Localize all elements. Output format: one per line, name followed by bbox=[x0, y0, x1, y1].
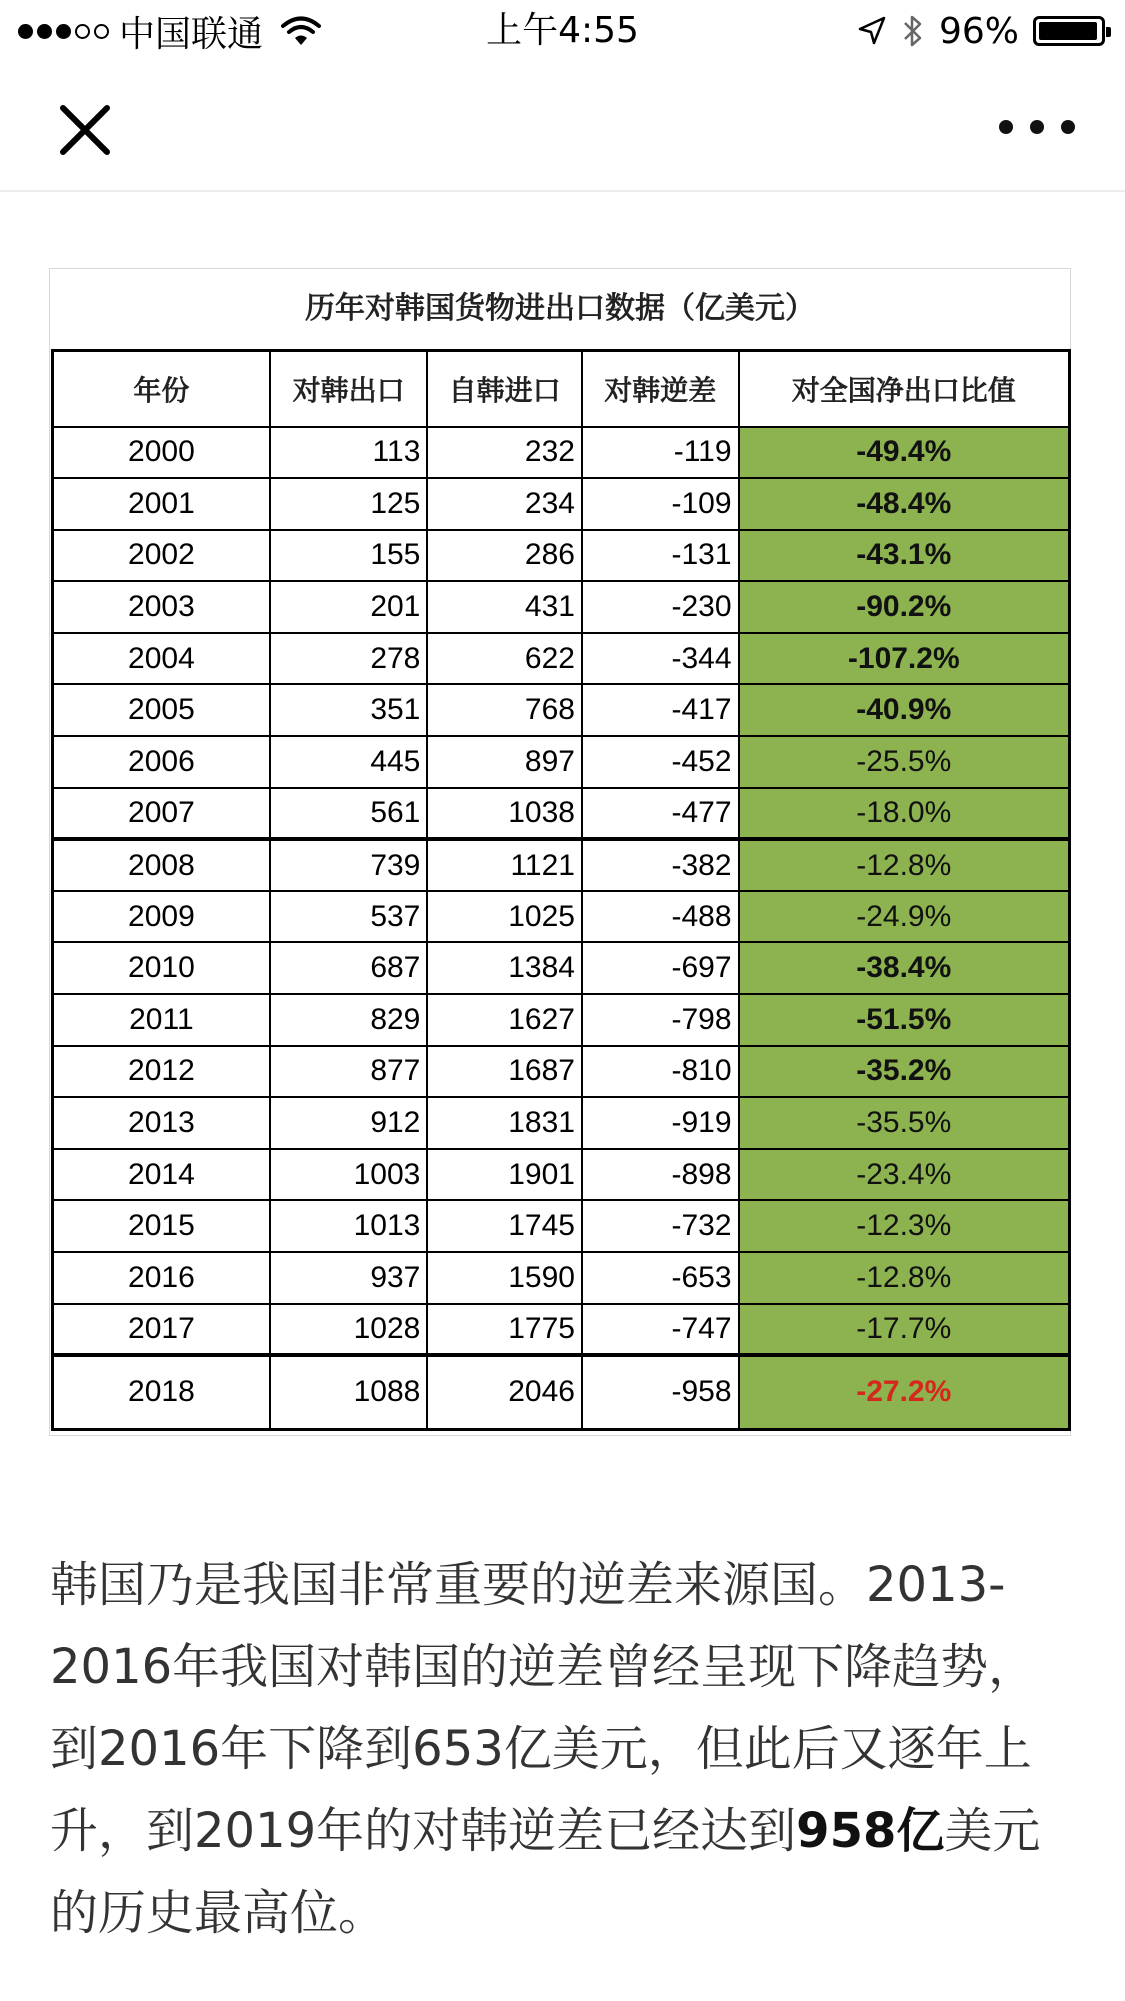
status-bar bbox=[0, 0, 1125, 62]
cell-ratio: -38.4% bbox=[739, 942, 1070, 994]
cell-year: 2015 bbox=[53, 1200, 270, 1252]
cell-year: 2008 bbox=[53, 839, 270, 891]
cell-import: 232 bbox=[427, 427, 582, 479]
cell-import: 768 bbox=[427, 684, 582, 736]
cell-ratio: -12.8% bbox=[739, 1252, 1070, 1304]
bluetooth-icon bbox=[901, 13, 925, 49]
cell-deficit: -230 bbox=[582, 581, 739, 633]
signal-strength-icon bbox=[18, 24, 109, 39]
cell-import: 1590 bbox=[427, 1252, 582, 1304]
table-row bbox=[53, 478, 1070, 530]
trade-table-image bbox=[49, 268, 1071, 1436]
cell-export: 1013 bbox=[270, 1200, 428, 1252]
cell-deficit: -919 bbox=[582, 1097, 739, 1149]
cell-year: 2014 bbox=[53, 1149, 270, 1201]
cell-import: 1384 bbox=[427, 942, 582, 994]
table-row bbox=[53, 427, 1070, 479]
cell-deficit: -131 bbox=[582, 530, 739, 582]
article-bold-text: 958亿 bbox=[796, 1803, 945, 1859]
table-row bbox=[53, 1200, 1070, 1252]
cell-deficit: -417 bbox=[582, 684, 739, 736]
cell-year: 2003 bbox=[53, 581, 270, 633]
article-text-end: 美元的历史最高位。 bbox=[50, 1803, 1041, 1941]
cell-deficit: -898 bbox=[582, 1149, 739, 1201]
signal-dot bbox=[37, 24, 52, 39]
header-year: 年份 bbox=[53, 351, 270, 427]
table-row bbox=[53, 581, 1070, 633]
more-dot bbox=[999, 120, 1013, 134]
cell-export: 125 bbox=[270, 478, 428, 530]
signal-dot bbox=[18, 24, 33, 39]
battery-percent: 96% bbox=[938, 10, 1019, 52]
cell-export: 937 bbox=[270, 1252, 428, 1304]
cell-deficit: -452 bbox=[582, 736, 739, 788]
table-row bbox=[53, 1149, 1070, 1201]
article-paragraph bbox=[50, 1544, 1080, 1954]
cell-import: 2046 bbox=[427, 1355, 582, 1429]
cell-deficit: -798 bbox=[582, 994, 739, 1046]
nav-bar bbox=[0, 62, 1125, 192]
cell-import: 1687 bbox=[427, 1046, 582, 1098]
cell-year: 2010 bbox=[53, 942, 270, 994]
close-icon[interactable] bbox=[55, 100, 115, 160]
cell-deficit: -810 bbox=[582, 1046, 739, 1098]
cell-import: 234 bbox=[427, 478, 582, 530]
header-export: 对韩出口 bbox=[270, 351, 428, 427]
cell-year: 2012 bbox=[53, 1046, 270, 1098]
cell-ratio: -24.9% bbox=[739, 891, 1070, 943]
cell-deficit: -653 bbox=[582, 1252, 739, 1304]
table-row bbox=[53, 633, 1070, 685]
more-icon[interactable] bbox=[999, 112, 1075, 142]
table-row bbox=[53, 839, 1070, 891]
cell-deficit: -477 bbox=[582, 788, 739, 840]
cell-year: 2009 bbox=[53, 891, 270, 943]
header-ratio: 对全国净出口比值 bbox=[739, 351, 1070, 427]
cell-ratio: -12.8% bbox=[739, 839, 1070, 891]
cell-export: 351 bbox=[270, 684, 428, 736]
status-right bbox=[857, 6, 1105, 56]
cell-ratio: -35.2% bbox=[739, 1046, 1070, 1098]
cell-import: 1745 bbox=[427, 1200, 582, 1252]
cell-export: 829 bbox=[270, 994, 428, 1046]
table-body bbox=[53, 427, 1070, 1430]
table-row bbox=[53, 1097, 1070, 1149]
cell-deficit: -119 bbox=[582, 427, 739, 479]
cell-ratio: -107.2% bbox=[739, 633, 1070, 685]
cell-import: 897 bbox=[427, 736, 582, 788]
cell-year: 2017 bbox=[53, 1304, 270, 1356]
battery-tip bbox=[1106, 27, 1111, 37]
battery-icon bbox=[1033, 16, 1105, 46]
status-left bbox=[18, 6, 321, 56]
cell-ratio: -48.4% bbox=[739, 478, 1070, 530]
cell-ratio: -17.7% bbox=[739, 1304, 1070, 1356]
more-dot bbox=[1061, 120, 1075, 134]
cell-deficit: -747 bbox=[582, 1304, 739, 1356]
trade-data-table bbox=[51, 349, 1071, 1431]
cell-export: 113 bbox=[270, 427, 428, 479]
table-row bbox=[53, 942, 1070, 994]
table-row bbox=[53, 1304, 1070, 1356]
cell-ratio: -35.5% bbox=[739, 1097, 1070, 1149]
cell-ratio: -25.5% bbox=[739, 736, 1070, 788]
cell-ratio: -27.2% bbox=[739, 1355, 1070, 1429]
cell-import: 1025 bbox=[427, 891, 582, 943]
cell-export: 1028 bbox=[270, 1304, 428, 1356]
cell-export: 739 bbox=[270, 839, 428, 891]
article-text: 韩国乃是我国非常重要的逆差来源国。2013-2016年我国对韩国的逆差曾经呈现下降趋势，到2016年下降到653亿美元，但此后又逐年上升，到2019年的对韩逆差已经达到 bbox=[50, 1557, 1037, 1859]
cell-import: 1901 bbox=[427, 1149, 582, 1201]
cell-year: 2011 bbox=[53, 994, 270, 1046]
cell-ratio: -51.5% bbox=[739, 994, 1070, 1046]
cell-year: 2018 bbox=[53, 1355, 270, 1429]
table-header-row bbox=[53, 351, 1070, 427]
carrier-name: 中国联通 bbox=[119, 13, 264, 55]
cell-deficit: -382 bbox=[582, 839, 739, 891]
table-row bbox=[53, 1046, 1070, 1098]
cell-export: 155 bbox=[270, 530, 428, 582]
cell-deficit: -958 bbox=[582, 1355, 739, 1429]
status-time: 上午4:55 bbox=[486, 10, 639, 51]
signal-dot bbox=[94, 24, 109, 39]
cell-export: 537 bbox=[270, 891, 428, 943]
cell-import: 1038 bbox=[427, 788, 582, 840]
cell-export: 445 bbox=[270, 736, 428, 788]
wifi-icon bbox=[281, 15, 321, 47]
cell-export: 561 bbox=[270, 788, 428, 840]
header-deficit: 对韩逆差 bbox=[582, 351, 739, 427]
cell-year: 2006 bbox=[53, 736, 270, 788]
cell-year: 2002 bbox=[53, 530, 270, 582]
cell-deficit: -697 bbox=[582, 942, 739, 994]
cell-export: 877 bbox=[270, 1046, 428, 1098]
battery-level bbox=[1039, 22, 1097, 40]
cell-export: 912 bbox=[270, 1097, 428, 1149]
cell-ratio: -18.0% bbox=[739, 788, 1070, 840]
location-arrow-icon bbox=[857, 15, 887, 47]
table-row bbox=[53, 788, 1070, 840]
cell-year: 2004 bbox=[53, 633, 270, 685]
cell-import: 431 bbox=[427, 581, 582, 633]
header-import: 自韩进口 bbox=[427, 351, 582, 427]
cell-ratio: -90.2% bbox=[739, 581, 1070, 633]
cell-deficit: -488 bbox=[582, 891, 739, 943]
cell-import: 286 bbox=[427, 530, 582, 582]
table-row bbox=[53, 1355, 1070, 1429]
cell-year: 2013 bbox=[53, 1097, 270, 1149]
table-row bbox=[53, 1252, 1070, 1304]
table-row bbox=[53, 530, 1070, 582]
more-dot bbox=[1030, 120, 1044, 134]
cell-ratio: -43.1% bbox=[739, 530, 1070, 582]
cell-deficit: -344 bbox=[582, 633, 739, 685]
cell-import: 1775 bbox=[427, 1304, 582, 1356]
cell-export: 1088 bbox=[270, 1355, 428, 1429]
cell-export: 687 bbox=[270, 942, 428, 994]
cell-import: 1831 bbox=[427, 1097, 582, 1149]
signal-dot bbox=[75, 24, 90, 39]
cell-deficit: -109 bbox=[582, 478, 739, 530]
table-row bbox=[53, 736, 1070, 788]
cell-export: 1003 bbox=[270, 1149, 428, 1201]
cell-ratio: -12.3% bbox=[739, 1200, 1070, 1252]
cell-ratio: -40.9% bbox=[739, 684, 1070, 736]
cell-year: 2000 bbox=[53, 427, 270, 479]
table-row bbox=[53, 684, 1070, 736]
signal-dot bbox=[56, 24, 71, 39]
cell-year: 2016 bbox=[53, 1252, 270, 1304]
cell-import: 1121 bbox=[427, 839, 582, 891]
cell-export: 278 bbox=[270, 633, 428, 685]
cell-year: 2005 bbox=[53, 684, 270, 736]
cell-year: 2007 bbox=[53, 788, 270, 840]
cell-import: 1627 bbox=[427, 994, 582, 1046]
cell-export: 201 bbox=[270, 581, 428, 633]
cell-year: 2001 bbox=[53, 478, 270, 530]
table-row bbox=[53, 994, 1070, 1046]
table-row bbox=[53, 891, 1070, 943]
table-title: 历年对韩国货物进出口数据（亿美元） bbox=[305, 291, 815, 326]
cell-deficit: -732 bbox=[582, 1200, 739, 1252]
cell-ratio: -49.4% bbox=[739, 427, 1070, 479]
cell-ratio: -23.4% bbox=[739, 1149, 1070, 1201]
cell-import: 622 bbox=[427, 633, 582, 685]
